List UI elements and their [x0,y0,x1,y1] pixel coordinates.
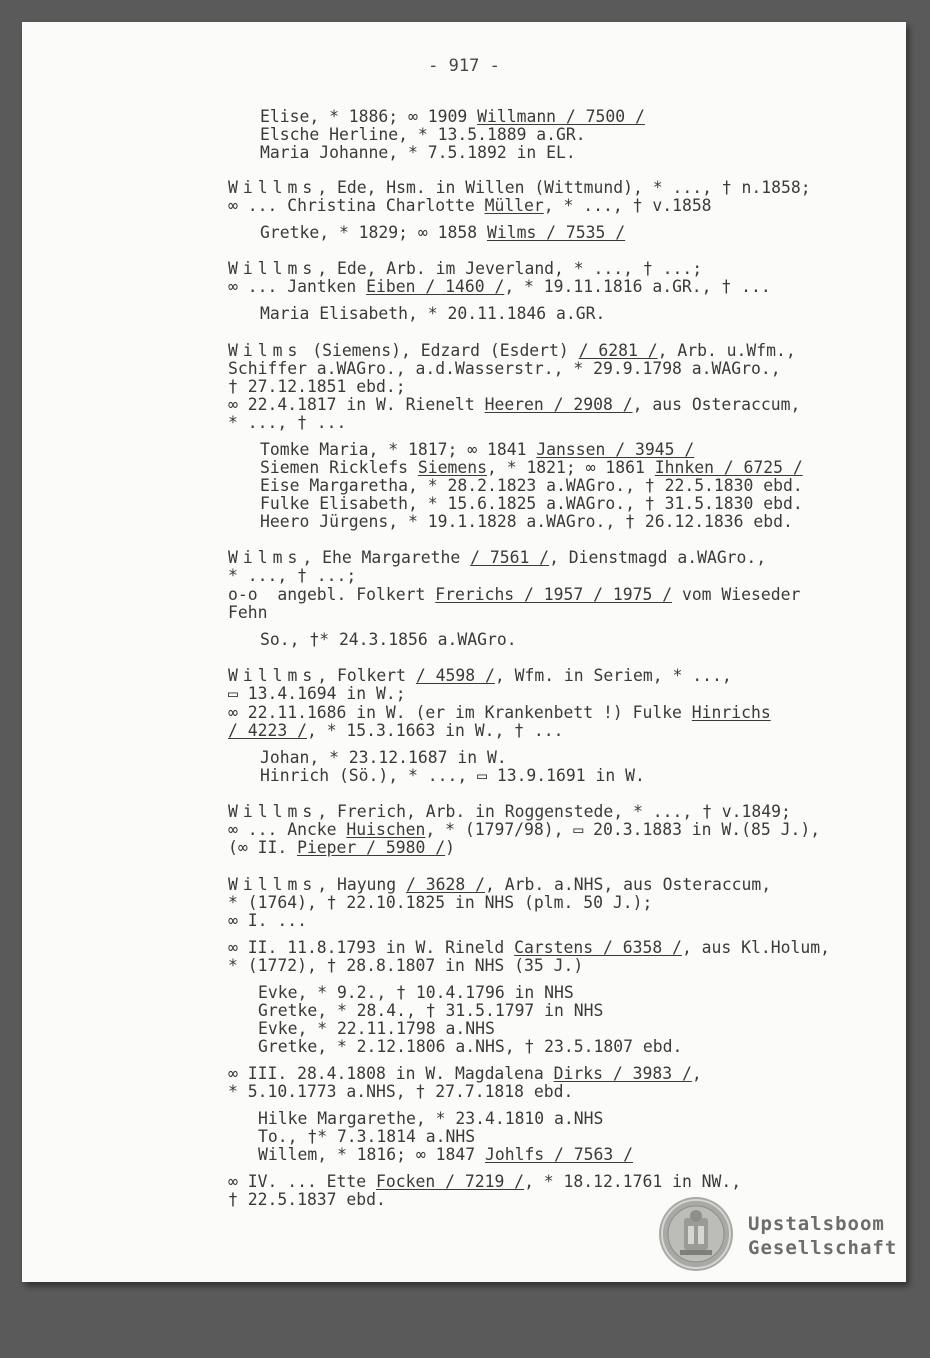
underlined-reference: Eiben / 1460 / [366,277,505,296]
text-line [228,278,771,296]
text-segment: Willem, * 1816; ∞ 1847 [258,1145,485,1164]
text-line [228,685,406,703]
genealogy-text [22,22,906,1358]
text-segment: , * ..., † v.1858 [543,196,712,215]
text-segment: Fulke Elisabeth, * 15.6.1825 a.WAGro., † 31.5.1830 ebd. [260,494,803,513]
text-segment: ) [445,838,455,857]
text-line [228,414,346,432]
text-segment: * ..., † ... [228,413,347,432]
text-segment: Gretke, * 2.12.1806 a.NHS, † 23.5.1807 ebd. [258,1037,683,1056]
underlined-reference: Willmann / 7500 / [477,107,645,126]
underlined-reference: Huischen [346,820,426,839]
text-line [228,260,702,278]
underlined-reference: / 4598 / [415,666,495,685]
text-segment: So., †* 24.3.1856 a.WAGro. [260,630,517,649]
underlined-reference: Focken / 7219 / [376,1172,525,1191]
text-segment: , * 19.11.1816 a.GR., † ... [504,277,771,296]
text-segment: Johan, * 23.12.1687 in W. [260,748,507,767]
text-line [258,1110,603,1128]
text-line [228,876,771,894]
underlined-reference: Pieper / 5980 / [297,838,446,857]
text-line [260,441,694,459]
text-segment: Hinrich (Sö.), * ..., ▭ 13.9.1691 in W. [260,766,645,785]
text-segment: , Frerich, Arb. in Roggenstede, * ..., † v.1849; [317,802,791,821]
text-segment: † 22.5.1837 ebd. [228,1190,386,1209]
text-line [228,1083,573,1101]
text-segment: * ..., † ...; [228,566,357,585]
underlined-reference: / 3628 / [406,875,485,894]
document-page [22,22,906,1282]
text-line [228,342,796,360]
text-segment: Heero Jürgens, * 19.1.1828 a.WAGro., † 26.12.1836 ebd. [260,512,793,531]
text-line [228,912,307,930]
text-segment: , * 1821; ∞ 1861 [486,458,655,477]
text-line [228,1065,702,1083]
text-segment: , * (1797/98), ▭ 20.3.1883 in W.(85 J.), [425,820,821,839]
text-segment: Eise Margaretha, * 28.2.1823 a.WAGro., † 22.5.1830 ebd. [260,476,803,495]
text-line [228,567,356,585]
text-line [260,495,803,513]
text-segment: * (1772), † 28.8.1807 in NHS (35 J.) [228,956,584,975]
society-seal-logo [658,1196,734,1272]
text-line [228,179,811,197]
text-segment: ∞ III. 28.4.1808 in W. Magdalena [228,1064,554,1083]
text-segment: Maria Johanne, * 7.5.1892 in EL. [260,143,576,162]
underlined-reference: Siemens [417,458,487,477]
text-line [260,224,625,242]
text-line [260,144,576,162]
text-line [228,360,781,378]
text-segment: , Arb. u.Wfm., [657,341,796,360]
underlined-reference: Hinrichs [691,703,771,722]
text-line [228,1173,741,1191]
text-segment: Fehn [228,603,268,622]
text-line [228,197,712,215]
text-line [258,1020,495,1038]
text-segment: ▭ 13.4.1694 in W.; [228,684,406,703]
spaced-surname: Willms [228,259,318,278]
text-line [258,1002,603,1020]
text-line [228,586,800,604]
text-segment: , Wfm. in Seriem, * ..., [494,666,732,685]
text-segment: ∞ 22.4.1817 in W. Rienelt [228,395,485,414]
text-segment: ∞ ... Ancke [228,820,347,839]
text-line [260,477,803,495]
text-segment: , Ehe Margarethe [302,548,471,567]
text-line [260,459,803,477]
text-line [260,767,645,785]
text-segment: Gretke, * 1829; ∞ 1858 [260,223,487,242]
text-segment: o-o angebl. Folkert [228,585,436,604]
underlined-reference: Wilms / 7535 / [486,223,626,242]
text-segment: , aus Osteraccum, [632,395,801,414]
text-segment: ∞ 22.11.1686 in W. (er im Krankenbett !) Fulke [228,703,692,722]
underlined-reference: Ihnken / 6725 / [654,458,803,477]
text-segment: † 27.12.1851 ebd.; [228,377,406,396]
text-segment: Elsche Herline, * 13.5.1889 a.GR. [260,125,586,144]
text-segment: ∞ II. 11.8.1793 in W. Rineld [228,938,515,957]
spaced-surname: Willms [228,875,318,894]
text-segment: (∞ II. [228,838,298,857]
text-segment: , Ede, Arb. im Jeverland, * ..., † ...; [317,259,703,278]
text-segment: vom Wieseder [672,585,801,604]
logo-line-1: Upstalsboom [748,1213,885,1235]
underlined-reference: / 6281 / [578,341,658,360]
text-line [228,378,406,396]
text-segment: Schiffer a.WAGro., a.d.Wasserstr., * 29.9.1798 a.WAGro., [228,359,781,378]
text-segment: ∞ ... Christina Charlotte [228,196,485,215]
page-number: - 917 - [428,56,500,76]
text-line [228,722,564,740]
text-line [258,1128,475,1146]
underlined-reference: / 7561 / [470,548,550,567]
spaced-surname: Wilms [228,341,303,360]
text-line [228,939,830,957]
text-line [260,749,507,767]
underlined-reference: Carstens / 6358 / [514,938,682,957]
text-segment: (Siemens), Edzard (Esdert) [302,341,579,360]
text-line [258,984,574,1002]
text-segment: , * 18.12.1761 in NW., [524,1172,742,1191]
text-segment: , Folkert [317,666,416,685]
text-segment: , Arb. a.NHS, aus Osteraccum, [484,875,772,894]
text-segment: * (1764), † 22.10.1825 in NHS (plm. 50 J.); [228,893,653,912]
text-segment: ∞ I. ... [228,911,307,930]
text-line [228,957,583,975]
text-segment: Elise, * 1886; ∞ 1909 [260,107,478,126]
text-segment: Evke, * 22.11.1798 a.NHS [258,1019,495,1038]
spaced-surname: Willms [228,178,318,197]
spaced-surname: Willms [228,802,318,821]
text-segment: , aus Kl.Holum, [681,938,830,957]
logo-line-2: Gesellschaft [748,1237,898,1259]
text-segment: Gretke, * 28.4., † 31.5.1797 in NHS [258,1001,604,1020]
text-segment: , Hayung [317,875,407,894]
text-line [228,704,771,722]
text-segment: Tomke Maria, * 1817; ∞ 1841 [260,440,537,459]
text-line [228,667,732,685]
text-line [258,1038,682,1056]
underlined-reference: Johlfs / 7563 / [484,1145,633,1164]
text-segment: , [691,1064,702,1083]
text-segment: * 5.10.1773 a.NHS, † 27.7.1818 ebd. [228,1082,574,1101]
underlined-reference: Dirks / 3983 / [553,1064,692,1083]
underlined-reference: / 4223 / [228,721,307,740]
text-line [228,396,800,414]
text-segment: , Dienstmagd a.WAGro., [549,548,767,567]
text-segment: Maria Elisabeth, * 20.11.1846 a.GR. [260,304,606,323]
text-segment: ∞ ... Jantken [228,277,367,296]
underlined-reference: Heeren / 2908 / [484,395,633,414]
spaced-surname: Wilms [228,548,303,567]
text-line [260,513,793,531]
text-segment: Hilke Margarethe, * 23.4.1810 a.NHS [258,1109,604,1128]
text-line [260,126,586,144]
text-line [228,549,766,567]
text-line [228,839,455,857]
text-line [228,604,267,622]
text-line [258,1146,633,1164]
text-line [260,305,605,323]
spaced-surname: Willms [228,666,318,685]
text-segment: To., †* 7.3.1814 a.NHS [258,1127,476,1146]
text-segment: Evke, * 9.2., † 10.4.1796 in NHS [258,983,574,1002]
text-segment: , Ede, Hsm. in Willen (Wittmund), * ..., † n.1858; [317,178,811,197]
text-segment: Siemen Ricklefs [260,458,418,477]
text-line [228,894,652,912]
underlined-reference: Müller [484,196,544,215]
text-line [228,1191,386,1209]
text-line [228,803,791,821]
text-segment: , * 15.3.1663 in W., † ... [306,721,564,740]
text-line [260,631,517,649]
text-line [260,108,645,126]
text-line [228,821,820,839]
text-segment: ∞ IV. ... Ette [228,1172,377,1191]
underlined-reference: Janssen / 3945 / [536,440,695,459]
underlined-reference: Frerichs / 1957 / 1975 / [435,585,673,604]
society-logo-text [748,1212,897,1260]
